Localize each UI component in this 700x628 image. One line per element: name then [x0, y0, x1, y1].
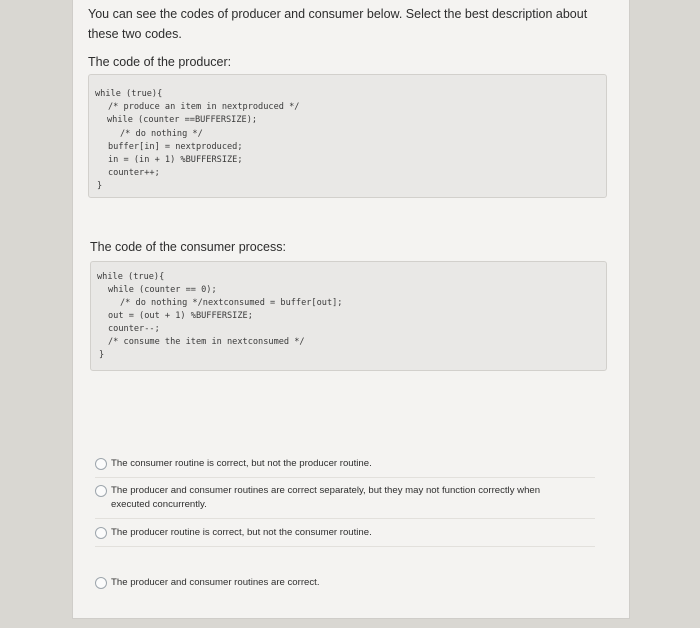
code-line: while (true){ [95, 89, 163, 99]
code-line: /* do nothing */nextconsumed = buffer[out]; [120, 298, 343, 308]
radio-button[interactable] [95, 485, 107, 497]
answer-option-4[interactable] [95, 576, 595, 596]
question-text: You can see the codes of producer and consumer below. Select the best description about these two codes. [88, 7, 588, 41]
option-label: The consumer routine is correct, but not the producer routine. [111, 458, 372, 469]
code-line: while (true){ [97, 272, 165, 282]
producer-code-block [88, 74, 607, 198]
code-line: buffer[in] = nextproduced; [108, 142, 243, 152]
consumer-title: The code of the consumer process: [90, 240, 286, 254]
code-line: } [99, 350, 105, 360]
code-line: while (counter ==BUFFERSIZE); [107, 115, 258, 125]
consumer-code-block [90, 261, 607, 371]
code-line: /* do nothing */ [120, 129, 203, 139]
code-line: in = (in + 1) %BUFFERSIZE; [108, 155, 243, 165]
code-line: /* produce an item in nextproduced */ [108, 102, 300, 112]
answer-option-2[interactable] [95, 484, 595, 519]
quiz-page [72, 0, 630, 619]
radio-button[interactable] [95, 458, 107, 470]
option-label: The producer and consumer routines are correct. [111, 577, 320, 588]
code-line: while (counter == 0); [108, 285, 217, 295]
code-line: out = (out + 1) %BUFFERSIZE; [108, 311, 253, 321]
answer-option-1[interactable] [95, 457, 595, 478]
code-line: } [97, 181, 103, 191]
producer-title: The code of the producer: [88, 55, 232, 69]
code-line: counter++; [108, 168, 160, 178]
radio-button[interactable] [95, 527, 107, 539]
code-line: counter--; [108, 324, 160, 334]
option-label: The producer routine is correct, but not the consumer routine. [111, 527, 372, 538]
code-line: /* consume the item in nextconsumed */ [108, 337, 305, 347]
answer-option-3[interactable] [95, 526, 595, 547]
option-label: The producer and consumer routines are correct separately, but they may not function correctly when executed concurrently. [111, 485, 541, 510]
radio-button[interactable] [95, 577, 107, 589]
